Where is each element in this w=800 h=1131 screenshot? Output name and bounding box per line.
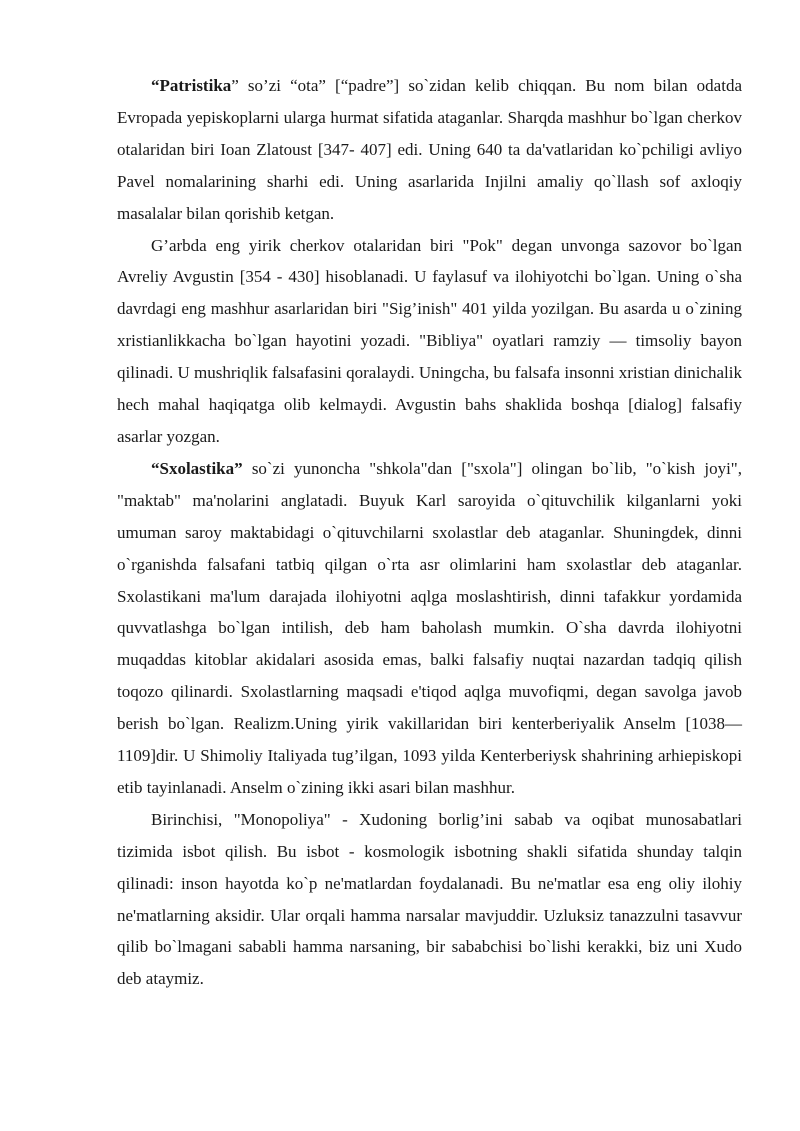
paragraph-text: G’arbda eng yirik cherkov otalaridan biri "Pok" degan unvonga sazovor bo`lgan Avreliy Avgustin [354 - 430] hisoblanadi. U faylasuf va ilohiyotchi bo`lgan. Uning o`sha davrdagi eng mashhur asarlaridan biri "Sig’inish" 401 yilda yozilgan. Bu asarda u o`zining xristianlikkacha bo`lgan hayotini yozadi. "Bibliya" oyatlari ramziy — timsoliy bayon qilinadi. U mushriqlik falsafasini qoralaydi. Uningcha, bu falsafa insonni xristian dinichalik hech mahal haqiqatga olib kelmaydi. Avgustin bahs shaklida boshqa [dialog] falsafiy asarlar yozgan. bbox=[117, 235, 742, 446]
paragraph-text: ” so’zi “ota” [“padre”] so`zidan kelib chiqqan. Bu nom bilan odatda Evropada yepiskoplarni ularga hurmat sifatida ataganlar. Sharqda mashhur bo`lgan cherkov otalaridan biri Ioan Zlatoust [347- 407] edi. Uning 640 ta da'vatlaridan ko`pchiligi avliyo Pavel nomalarining sharhi edi. Uning asarlarida Injilni amaliy qo`llash sof axloqiy masalalar bilan qorishib ketgan. bbox=[117, 76, 742, 223]
paragraph-sxolastika bbox=[117, 453, 742, 804]
paragraph-monopoliya bbox=[117, 804, 742, 995]
paragraph-patristika bbox=[117, 70, 742, 230]
paragraph-text: so`zi yunoncha "shkola"dan ["sxola"] olingan bo`lib, "o`kish joyi", "maktab" ma'nolarini anglatadi. Buyuk Karl saroyida o`qituvchilik kilganlarni yoki umuman saroy maktabidagi o`qituvchilarni sxolastlar deb ataganlar. Shuningdek, dinni o`rganishda falsafani tatbiq qilgan o`rta asr olimlarini ham sxolastlar deb ataganlar. Sxolastikani ma'lum darajada ilohiyotni aqlga moslashtirish, dinni tafakkur yordamida quvvatlashga bo`lgan intilish, deb ham baholash mumkin. O`sha davrda ilohiyotni muqaddas kitoblar akidalari asosida emas, balki falsafiy nuqtai nazardan tadqiq qilish toqozo qilinardi. Sxolastlarning maqsadi e'tiqod aqlga muvofiqmi, degan savolga javob berish bo`lgan. Realizm.Uning yirik vakillaridan biri kenterberiyalik Anselm [1038— 1109]dir. U Shimoliy Italiyada tug’ilgan, 1093 yilda Kenterberiysk shahrining arhiepiskopi etib tayinlanadi. Anselm o`zining ikki asari bilan mashhur. bbox=[117, 458, 742, 797]
document-page bbox=[117, 70, 742, 995]
term-sxolastika: “Sxolastika” bbox=[151, 458, 243, 478]
paragraph-avgustin bbox=[117, 230, 742, 453]
term-patristika: “Patristika bbox=[151, 76, 232, 95]
paragraph-text: Birinchisi, "Monopoliya" - Xudoning borlig’ini sabab va oqibat munosabatlari tizimida isbot qilish. Bu isbot - kosmologik isbotning shakli sifatida shunday talqin qilinadi: inson hayotda ko`p ne'matlardan foydalanadi. Bu ne'matlar esa eng oliy ilohiy ne'matlarning aksidir. Ular orqali hamma narsalar mavjuddir. Uzluksiz tanazzulni tasavvur qilib bo`lmagani sababli hamma narsaning, bir sababchisi bo`lishi kerakki, biz uni Xudo deb ataymiz. bbox=[117, 809, 742, 989]
